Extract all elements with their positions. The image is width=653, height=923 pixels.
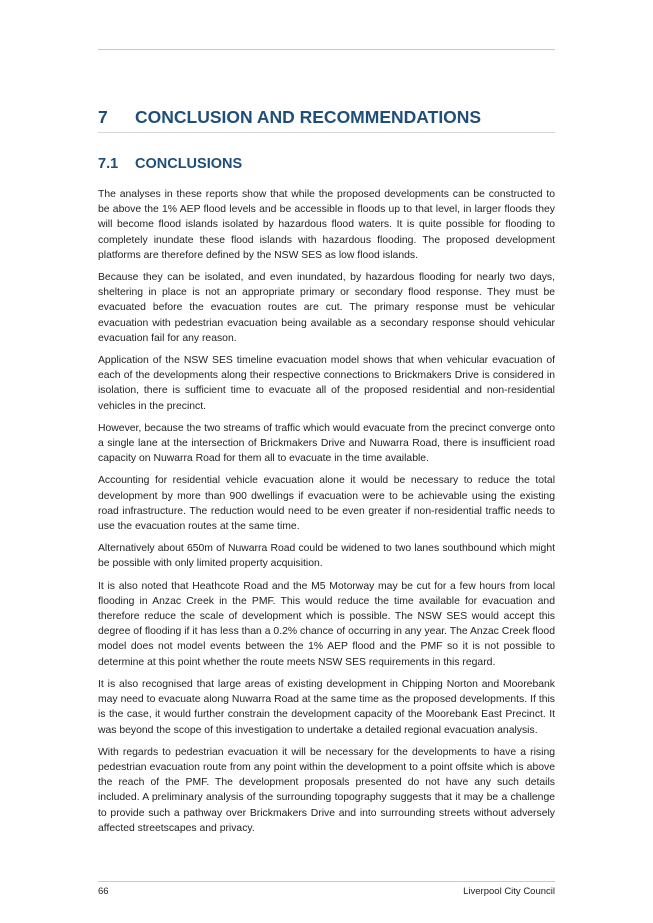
paragraph: Because they can be isolated, and even inundated, by hazardous flooding for nearly two days, sheltering in place is not an appropriate primary or secondary flood response. They must be evacuated before the evacuation routes are cut. The primary response must be vehicular evacuation with pedestrian evacuation being available as a secondary response should vehicular evacuation fail for any reason.	[98, 272, 555, 344]
subsection-title: CONCLUSIONS	[135, 156, 243, 172]
subsection-heading	[98, 154, 242, 174]
paragraph: It is also noted that Heathcote Road and the M5 Motorway may be cut for a few hours from local flooding in Anzac Creek in the PMF. This would reduce the time available for evacuation and therefore reduce the scale of development which is possible. The NSW SES would accept this degree of flooding if it has less than a 0.2% chance of occurring in any year. The Anzac Creek flood model does not model events between the 1% AEP flood and the PMF so it is not possible to determine at this point whether the route meets NSW SES requirements in this regard.	[98, 580, 555, 668]
footer-organisation: Liverpool City Council	[463, 886, 555, 897]
body-text	[98, 187, 555, 843]
section-number: 7	[98, 107, 108, 127]
header-divider	[98, 49, 555, 50]
section-heading	[98, 106, 555, 133]
paragraph: With regards to pedestrian evacuation it will be necessary for the developments to have a rising pedestrian evacuation route from any point within the development to a point offsite which is above the reach of the PMF. The development proposals presented do not have any such details included. A preliminary analysis of the surrounding topography suggests that it may be a challenge to provide such a pathway over Brickmakers Drive and into surrounding streets without adversely affected streetscapes and privacy.	[98, 746, 555, 834]
paragraph: It is also recognised that large areas of existing development in Chipping Norton and Moorebank may need to evacuate along Nuwarra Road at the same time as the proposed developments. If this is the case, it would further constrain the development capacity of the Moorebank East Precinct. It was beyond the scope of this investigation to undertake a detailed regional evacuation analysis.	[98, 678, 555, 736]
page-number: 66	[98, 886, 109, 897]
subsection-number: 7.1	[98, 156, 119, 172]
paragraph: The analyses in these reports show that while the proposed developments can be constructed to be above the 1% AEP flood levels and be accessible in floods up to that level, in larger floods they will become flood islands isolated by hazardous flood waters. It is quite possible for flooding to completely inundate these flood islands with hazardous flooding. The proposed development platforms are therefore defined by the NSW SES as low flood islands.	[98, 189, 555, 261]
section-title: CONCLUSION AND RECOMMENDATIONS	[135, 107, 482, 127]
paragraph: Application of the NSW SES timeline evacuation model shows that when vehicular evacuation of each of the developments along their respective connections to Brickmakers Drive is considered in isolation, there is sufficient time to evacuate all of the proposed residential and non-residential vehicles in the precinct.	[98, 355, 555, 412]
paragraph: However, because the two streams of traffic which would evacuate from the precinct converge onto a single lane at the intersection of Brickmakers Drive and Nuwarra Road, there is insufficient road capacity on Nuwarra Road for them all to evacuate in the time available.	[98, 422, 555, 465]
paragraph: Accounting for residential vehicle evacuation alone it would be necessary to reduce the total development by more than 900 dwellings if evacuation were to be achievable using the existing road infrastructure. The reduction would need to be even greater if non-residential traffic needs to use the evacuation routes at the same time.	[98, 475, 555, 533]
paragraph: Alternatively about 650m of Nuwarra Road could be widened to two lanes southbound which might be possible with only limited property acquisition.	[98, 543, 555, 570]
footer-divider	[98, 881, 555, 882]
